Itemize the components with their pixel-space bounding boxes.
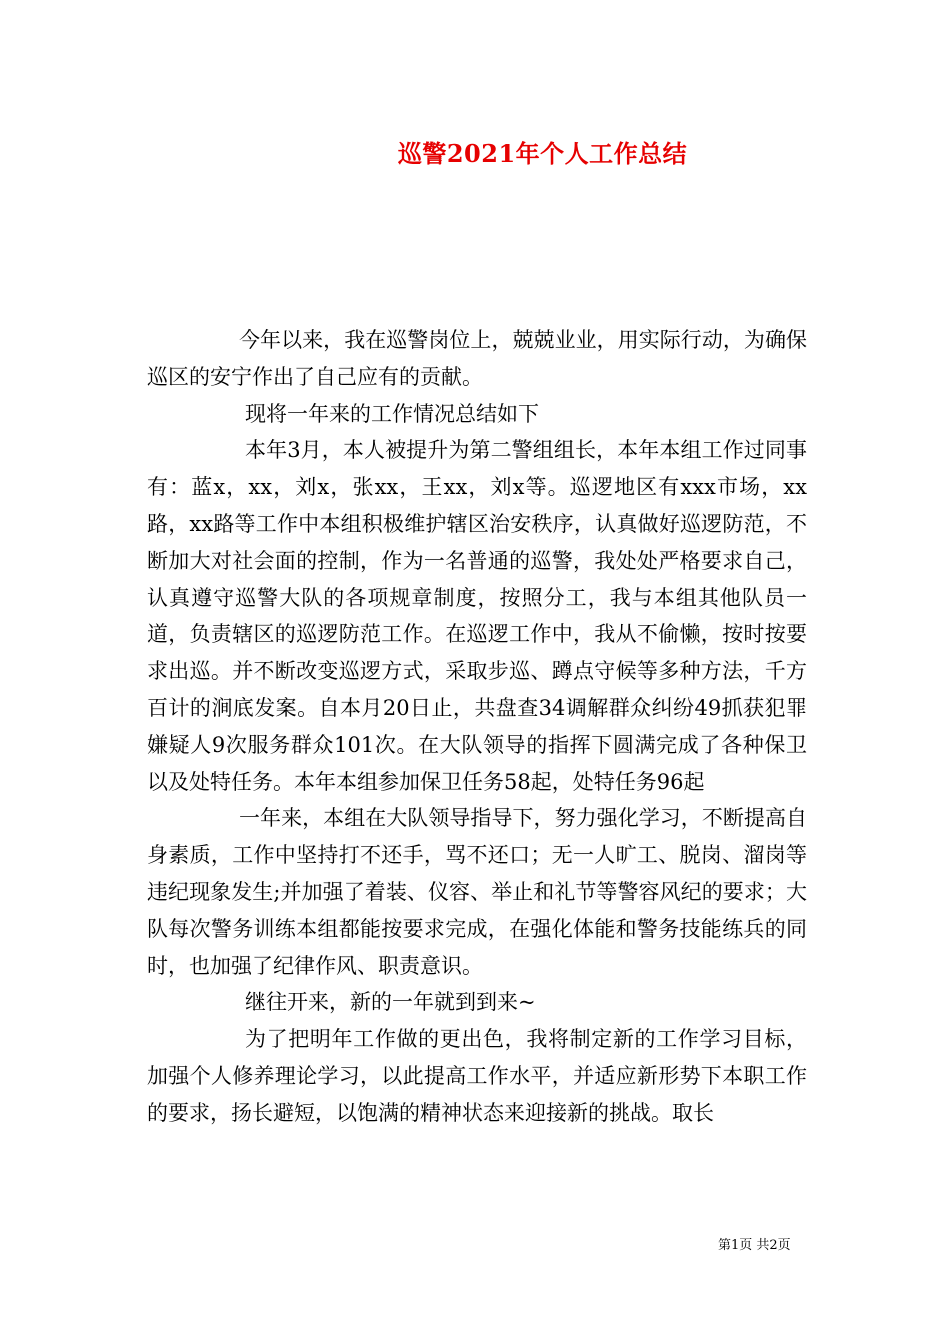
paragraph-discipline: 一年来，本组在大队领导指导下，努力强化学习，不断提高自身素质，工作中坚持打不还手，骂不还口；无一人旷工、脱岗、溜岗等违纪现象发生;并加强了着装、仪容、举止和礼节等警容风纪的要求；大队每次警务训练本组都能按要求完成，在强化体能和警务技能练兵的同时，也加强了纪律作风、职责意识。 [147,806,807,978]
paragraph-work-details: 本年3月，本人被提升为第二警组组长，本年本组工作过同事有：蓝x，xx，刘x，张xx，王xx，刘x等。巡逻地区有xxx市场，xx路，xx路等工作中本组积极维护辖区治安秩序，认真做好巡逻防范，不断加大对社会面的控制，作为一名普通的巡警，我处处严格要求自己，认真遵守巡警大队的各项规章制度，按照分工，我与本组其他队员一道，负责辖区的巡逻防范工作。在巡逻工作中，我从不偷懒，按时按要求出巡。并不断改变巡逻方式，采取步巡、蹲点守候等多种方法，千方百计的涧底发案。自本月20日止，共盘查34调解群众纠纷49抓获犯罪嫌疑人9次服务群众101次。在大队领导的指挥下圆满完成了各种保卫以及处特任务。本年本组参加保卫任务58起，处特任务96起 [147,438,807,794]
page-indicator: 第1页 共2页 [718,1238,791,1253]
paragraph-transition: 继往开来，新的一年就到到来~ [245,990,536,1015]
paragraph-summary-lead: 现将一年来的工作情况总结如下 [245,401,539,426]
paragraph-intro: 今年以来，我在巡警岗位上，兢兢业业，用实际行动，为确保巡区的安宁作出了自己应有的贡献。 [147,328,807,389]
paragraph-next-year-plan: 为了把明年工作做的更出色，我将制定新的工作学习目标，加强个人修养理论学习，以此提高工作水平，并适应新形势下本职工作的要求，扬长避短，以饱满的精神状态来迎接新的挑战。取长 [147,1027,807,1125]
document-title: 巡警2021年个人工作总结 [397,139,688,168]
document-body [147,322,807,1132]
